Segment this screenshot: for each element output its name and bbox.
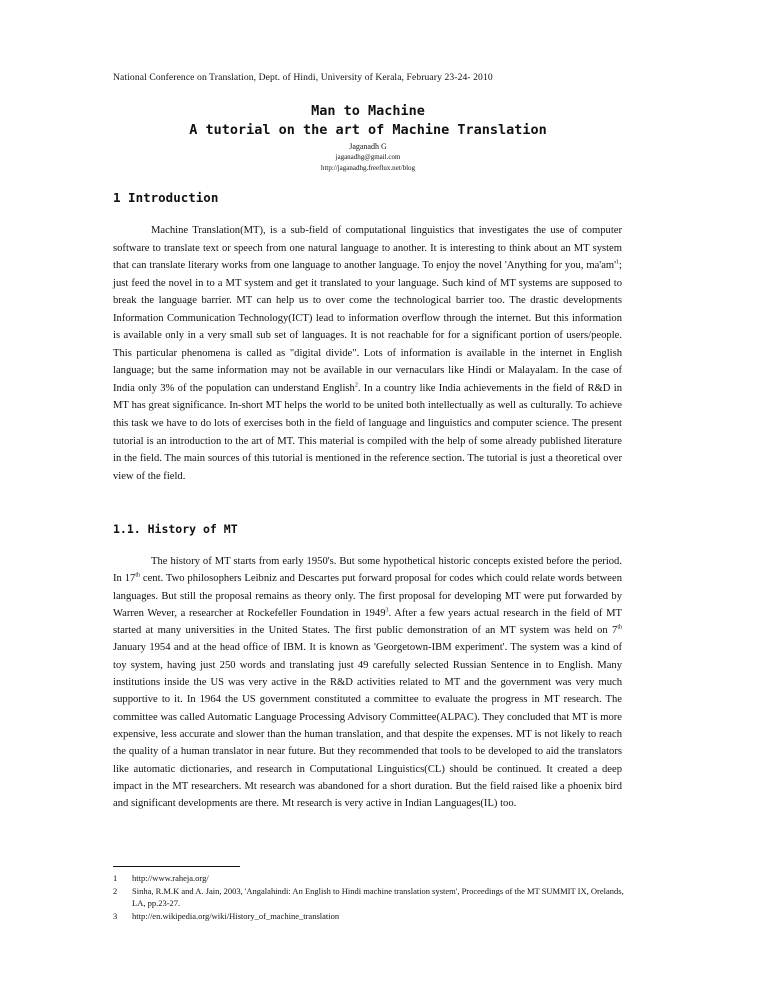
history-text-c: . After a few years actual research in the field of MT started at many universities in the United States. The first public demonstration of an MT system was held on 7 <box>113 607 622 637</box>
running-header: National Conference on Translation, Dept. of Hindi, University of Kerala, February 23-24- 2010 <box>113 72 493 83</box>
author-email: jaganadhg@gmail.com <box>335 153 401 161</box>
intro-text-b: ; just feed the novel in to a MT system and get it translated to your language. Such kind of MT systems are supposed to break the language barrier. MT can help us to over come the technological barrier too. The drastic developments Information Communication Technology(ICT) lead to information overflow through the internet. But this information is available only in a very small sub set of languages. It is not reachable for for a significant portion of users/people. This particular phenomena is called as "digital divide". Lots of information is available in the internet in English language; but the same information may not be available in our vernaculars like Hindi or Malayalam. In the case of India only 3% of the population can understand English <box>113 260 622 394</box>
footnote-ref-2: 2 <box>354 382 358 389</box>
history-paragraph <box>113 553 622 812</box>
title-block <box>113 103 623 174</box>
intro-text-c: . In a country like India achievements in the field of R&D in MT has great significance. In-short MT helps the world to be united both intellectually as well as culturally. To achieve this task we have to do lots of exercises both in the field of language and linguistics and computer science. The present tutorial is an introduction to the art of MT. This material is compiled with the help of some already published literature in the field. The main sources of this tutorial is mentioned in the reference section. The tutorial is just a theoretical over view of the field. <box>113 382 622 482</box>
footnote-number: 3 <box>113 910 118 921</box>
footnote-text: Sinha, R.M.K and A. Jain, 2003, 'Angalahindi: An English to Hindi machine translation system', Proceedings of the MT SUMMIT IX, Orelands, LA, pp.23-27. <box>132 885 624 908</box>
author-blog-url: http://jaganadhg.freeflux.net/blog <box>320 164 416 172</box>
footnote-ref-1: 1 <box>616 259 620 266</box>
section-heading-introduction: 1 Introduction <box>113 190 219 205</box>
footnote-item <box>113 910 625 923</box>
footnote-link[interactable]: http://www.raheja.org/ <box>132 873 209 883</box>
intro-text-a: Machine Translation(MT), is a sub-field of computational linguistics that investigates the use of computer software to translate text or speech from one natural language to another. It is interesting to think about an MT system that can translate literary works from one language to another language. To enjoy the novel 'Anything for you, ma'am' <box>113 225 622 272</box>
section-heading-history: 1.1. History of MT <box>113 522 238 536</box>
paper-title: Man to Machine <box>311 103 425 119</box>
superscript-th-1: th <box>135 572 140 579</box>
footnote-divider <box>113 866 240 867</box>
footnote-number: 1 <box>113 873 118 883</box>
history-text-a: The history of MT starts from early 1950's. But some hypothetical historic concepts existed before the period. In 17 <box>113 556 622 585</box>
footnote-item <box>113 885 625 910</box>
paper-subtitle: A tutorial on the art of Machine Translation <box>189 122 547 138</box>
footnotes-list <box>113 872 625 922</box>
footnote-link[interactable]: http://en.wikipedia.org/wiki/History_of_machine_translation <box>132 910 340 921</box>
footnote-number: 2 <box>113 885 118 896</box>
superscript-th-2: th <box>617 624 622 631</box>
history-text-d: January 1954 and at the head office of IBM. It is known as 'Georgetown-IBM experiment'. The system was a kind of toy system, having just 250 words and translating just 49 carefully selected Russian Sentence in to English. Many institutions inside the US was very active in the R&D activities related to MT and the government was very much supportive to it. In 1964 the US government constituted a committee to evaluate the progress in MT research. The committee was called Automatic Language Processing Advisory Committee(ALPAC). They concluded that MT is more expensive, less accurate and slower than the human translation, and that despite the expenses. MT is not likely to reach the quality of a human translator in near future. But they recommended that tools to be developed to aid the translators like automatic dictionaries, and research in Computational Linguistics(CL) should be continued. It created a deep impact in the MT researchers. Mt research was abandoned for a short duration. But the field raised like a phoenix bird and significant developments are there. Mt research is very active in Indian Languages(IL) too. <box>113 642 622 810</box>
author-name: Jaganadh G <box>349 142 387 151</box>
footnote-ref-3: 3 <box>385 607 389 614</box>
introduction-paragraph <box>113 222 622 485</box>
footnote-item <box>113 872 625 885</box>
history-text-b: cent. Two philosophers Leibniz and Descartes put forward proposal for codes which could relate words between languages. But still the proposal remains as theory only. The first proposal for developing MT were put forwarded by Warren Wever, a researcher at Rockefeller Foundation in 1949 <box>113 573 623 619</box>
